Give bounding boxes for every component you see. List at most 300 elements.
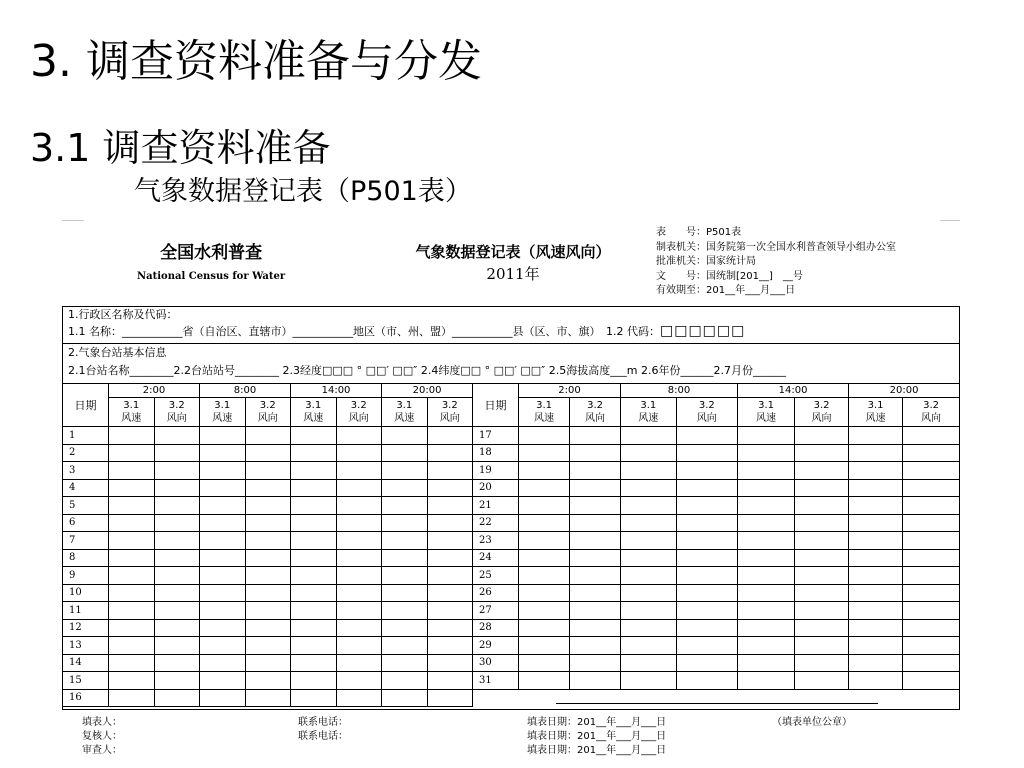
meta-line: 制表机关：国务院第一次全国水利普查领导小组办公室 [656, 241, 896, 253]
data-cell [676, 654, 738, 672]
reviewer-label: 复核人： [82, 731, 122, 742]
data-cell [427, 514, 473, 532]
time-header: 20:00 [849, 384, 960, 398]
data-cell [245, 444, 291, 462]
data-cell [291, 532, 337, 550]
data-cell [621, 637, 677, 655]
data-cell [795, 479, 849, 497]
data-cell [336, 462, 382, 480]
data-cell [382, 672, 428, 690]
footer-dates [527, 716, 666, 758]
data-cell [795, 654, 849, 672]
day-cell: 12 [63, 619, 109, 637]
data-cell [109, 514, 155, 532]
data-cell [570, 567, 621, 585]
data-cell [795, 672, 849, 690]
day-cell: 2 [63, 444, 109, 462]
data-cell [336, 637, 382, 655]
data-cell [154, 689, 200, 707]
data-cell [109, 672, 155, 690]
data-cell [200, 479, 246, 497]
footer-phones [298, 716, 348, 744]
data-cell [154, 444, 200, 462]
data-cell [849, 637, 903, 655]
data-cell [336, 672, 382, 690]
data-cell [336, 584, 382, 602]
data-cell [427, 654, 473, 672]
data-cell [291, 444, 337, 462]
data-cell [676, 514, 738, 532]
data-cell [109, 479, 155, 497]
data-cell [427, 672, 473, 690]
day-cell: 9 [63, 567, 109, 585]
data-cell [676, 619, 738, 637]
data-cell [738, 672, 795, 690]
top-right-rule [940, 220, 960, 221]
table-row [63, 479, 960, 497]
data-cell [795, 549, 849, 567]
footer-people [82, 716, 122, 758]
form-org-cn: 全国水利普查 [160, 243, 263, 263]
day-cell: 6 [63, 514, 109, 532]
section1-heading: 1.行政区名称及代码： [68, 308, 178, 321]
data-cell [154, 654, 200, 672]
data-cell [200, 602, 246, 620]
data-cell [738, 549, 795, 567]
data-cell [200, 549, 246, 567]
data-cell [676, 637, 738, 655]
data-cell [795, 532, 849, 550]
data-cell [519, 654, 570, 672]
data-cell [154, 497, 200, 515]
data-cell [109, 654, 155, 672]
data-cell [519, 462, 570, 480]
day-cell: 21 [473, 497, 519, 515]
data-cell [427, 584, 473, 602]
data-cell [519, 444, 570, 462]
data-cell [903, 567, 960, 585]
data-cell [336, 479, 382, 497]
data-cell [109, 444, 155, 462]
filler-label: 填表人： [82, 717, 122, 728]
data-cell [570, 427, 621, 445]
day-cell: 8 [63, 549, 109, 567]
time-header: 2:00 [109, 384, 200, 398]
data-cell [200, 514, 246, 532]
time-header: 8:00 [621, 384, 738, 398]
data-cell [849, 479, 903, 497]
data-cell [291, 567, 337, 585]
data-cell [427, 462, 473, 480]
data-cell [200, 672, 246, 690]
section-divider [62, 343, 960, 344]
data-cell [154, 637, 200, 655]
data-cell [738, 654, 795, 672]
data-cell [519, 532, 570, 550]
data-cell [903, 549, 960, 567]
data-cell [336, 497, 382, 515]
data-cell [570, 479, 621, 497]
data-cell [795, 619, 849, 637]
section1-text: 1.1 名称：___________省（自治区、直辖市）___________地区（市、州、盟）___________县（区、市、旗） 1.2 代码： [68, 325, 660, 338]
data-cell [245, 497, 291, 515]
phone-label: 联系电话： [298, 731, 348, 742]
data-cell [676, 549, 738, 567]
speed-header: 3.1 风速 [200, 398, 246, 427]
data-cell [570, 654, 621, 672]
data-cell [245, 462, 291, 480]
day-cell: 23 [473, 532, 519, 550]
data-cell [336, 654, 382, 672]
data-cell [200, 654, 246, 672]
data-cell [427, 427, 473, 445]
data-cell [519, 672, 570, 690]
data-cell [427, 619, 473, 637]
top-left-rule [62, 220, 84, 221]
data-cell [427, 532, 473, 550]
data-cell [245, 602, 291, 620]
time-header: 14:00 [738, 384, 849, 398]
data-cell [903, 654, 960, 672]
data-cell [200, 497, 246, 515]
form-title-block [388, 242, 638, 284]
table-row [63, 619, 960, 637]
data-cell [570, 497, 621, 515]
data-cell [200, 444, 246, 462]
slide-subtitle: 3.1 调查资料准备 [30, 126, 331, 170]
data-cell [245, 549, 291, 567]
data-cell [109, 549, 155, 567]
day-cell: 7 [63, 532, 109, 550]
data-cell [519, 549, 570, 567]
data-cell [849, 567, 903, 585]
data-cell [427, 637, 473, 655]
data-cell [795, 602, 849, 620]
signature-line [556, 703, 878, 704]
data-cell [245, 619, 291, 637]
form-org-block [137, 242, 285, 284]
time-header: 20:00 [382, 384, 473, 398]
day-cell: 24 [473, 549, 519, 567]
meta-line: 有效期至：201__年___月___日 [656, 285, 796, 296]
data-cell [109, 584, 155, 602]
data-cell [382, 549, 428, 567]
time-header: 2:00 [519, 384, 621, 398]
speed-header: 3.1 风速 [291, 398, 337, 427]
data-cell [427, 549, 473, 567]
data-cell [849, 532, 903, 550]
data-cell [200, 427, 246, 445]
data-cell [676, 462, 738, 480]
data-cell [109, 637, 155, 655]
data-cell [849, 602, 903, 620]
code-boxes: □□□□□□ [659, 323, 746, 339]
data-cell [245, 654, 291, 672]
day-header: 日期 [473, 384, 519, 427]
day-header: 日期 [63, 384, 109, 427]
data-cell [382, 567, 428, 585]
data-cell [154, 584, 200, 602]
table-row [63, 444, 960, 462]
data-cell [245, 427, 291, 445]
direction-header: 3.2 风向 [336, 398, 382, 427]
data-cell [109, 497, 155, 515]
data-cell [109, 462, 155, 480]
speed-header: 3.1 风速 [849, 398, 903, 427]
slide-caption: 气象数据登记表（P501表） [134, 176, 472, 207]
day-cell: 17 [473, 427, 519, 445]
data-cell [903, 479, 960, 497]
data-cell [291, 427, 337, 445]
data-cell [903, 427, 960, 445]
data-cell [738, 514, 795, 532]
data-cell [795, 514, 849, 532]
day-cell: 25 [473, 567, 519, 585]
data-cell [621, 654, 677, 672]
day-cell: 3 [63, 462, 109, 480]
direction-header: 3.2 风向 [154, 398, 200, 427]
date-label: 填表日期：201__年___月___日 [527, 731, 667, 742]
data-cell [291, 514, 337, 532]
date-label: 填表日期：201__年___月___日 [527, 717, 667, 728]
data-cell [676, 532, 738, 550]
day-cell: 15 [63, 672, 109, 690]
data-cell [382, 532, 428, 550]
data-cell [291, 689, 337, 707]
data-cell [154, 514, 200, 532]
data-cell [849, 462, 903, 480]
date-label: 填表日期：201__年___月___日 [527, 745, 667, 756]
data-cell [245, 532, 291, 550]
table-row [63, 532, 960, 550]
data-cell [570, 637, 621, 655]
data-cell [795, 427, 849, 445]
data-cell [382, 479, 428, 497]
data-cell [291, 654, 337, 672]
data-cell [245, 672, 291, 690]
section1-line [68, 324, 745, 339]
data-cell [676, 672, 738, 690]
data-cell [336, 567, 382, 585]
slide-title: 3. 调查资料准备与分发 [30, 36, 482, 87]
speed-header: 3.1 风速 [738, 398, 795, 427]
data-cell [849, 444, 903, 462]
day-cell: 28 [473, 619, 519, 637]
data-cell [676, 427, 738, 445]
data-cell [519, 637, 570, 655]
day-cell: 10 [63, 584, 109, 602]
data-cell [849, 619, 903, 637]
data-cell [154, 602, 200, 620]
data-cell [676, 602, 738, 620]
data-cell [570, 602, 621, 620]
data-cell [570, 532, 621, 550]
speed-header: 3.1 风速 [621, 398, 677, 427]
data-cell [621, 427, 677, 445]
data-cell [849, 584, 903, 602]
day-cell: 31 [473, 672, 519, 690]
data-cell [245, 689, 291, 707]
speed-header: 3.1 风速 [382, 398, 428, 427]
data-cell [621, 584, 677, 602]
direction-header: 3.2 风向 [427, 398, 473, 427]
data-cell [738, 479, 795, 497]
data-cell [291, 672, 337, 690]
form-year: 2011年 [486, 265, 540, 283]
data-cell [291, 619, 337, 637]
data-cell [621, 514, 677, 532]
day-cell: 19 [473, 462, 519, 480]
data-cell [849, 672, 903, 690]
data-cell [676, 584, 738, 602]
data-cell [109, 532, 155, 550]
day-cell: 26 [473, 584, 519, 602]
data-cell [336, 689, 382, 707]
data-cell [382, 637, 428, 655]
meta-line: 批准机关：国家统计局 [656, 256, 756, 267]
speed-header: 3.1 风速 [519, 398, 570, 427]
data-cell [382, 619, 428, 637]
data-cell [245, 514, 291, 532]
data-cell [570, 619, 621, 637]
data-cell [336, 444, 382, 462]
data-cell [903, 619, 960, 637]
data-cell [291, 462, 337, 480]
data-cell [382, 654, 428, 672]
data-cell [109, 602, 155, 620]
data-cell [291, 584, 337, 602]
data-cell [200, 637, 246, 655]
data-cell [519, 619, 570, 637]
data-cell [738, 532, 795, 550]
data-cell [291, 497, 337, 515]
data-cell [519, 602, 570, 620]
speed-header: 3.1 风速 [109, 398, 155, 427]
data-cell [382, 497, 428, 515]
auditor-label: 审查人： [82, 745, 122, 756]
day-cell: 29 [473, 637, 519, 655]
day-cell: 18 [473, 444, 519, 462]
data-cell [570, 514, 621, 532]
data-cell [903, 444, 960, 462]
meta-line: 表 号：P501表 [656, 227, 742, 238]
data-cell [849, 549, 903, 567]
data-cell [621, 549, 677, 567]
data-cell [336, 549, 382, 567]
table-row [63, 602, 960, 620]
data-cell [903, 514, 960, 532]
day-cell: 14 [63, 654, 109, 672]
data-cell [154, 462, 200, 480]
data-cell [676, 567, 738, 585]
data-cell [336, 619, 382, 637]
data-cell [382, 514, 428, 532]
data-cell [570, 444, 621, 462]
data-cell [382, 602, 428, 620]
direction-header: 3.2 风向 [570, 398, 621, 427]
direction-header: 3.2 风向 [795, 398, 849, 427]
day-cell: 5 [63, 497, 109, 515]
data-cell [336, 532, 382, 550]
data-cell [738, 567, 795, 585]
day-cell: 11 [63, 602, 109, 620]
data-cell [621, 567, 677, 585]
data-cell [427, 479, 473, 497]
data-cell [291, 637, 337, 655]
data-cell [903, 637, 960, 655]
data-cell [621, 479, 677, 497]
data-cell [903, 584, 960, 602]
time-header: 14:00 [291, 384, 382, 398]
data-cell [519, 479, 570, 497]
data-cell [676, 444, 738, 462]
data-cell [795, 584, 849, 602]
data-cell [621, 462, 677, 480]
day-cell: 4 [63, 479, 109, 497]
data-cell [427, 444, 473, 462]
data-cell [427, 497, 473, 515]
day-cell: 22 [473, 514, 519, 532]
data-cell [427, 567, 473, 585]
data-cell [570, 462, 621, 480]
meta-line: 文 号：国统制[201__] __号 [656, 270, 803, 282]
data-cell [154, 672, 200, 690]
data-cell [245, 567, 291, 585]
data-cell [903, 672, 960, 690]
data-cell [849, 514, 903, 532]
data-cell [200, 462, 246, 480]
data-cell [519, 567, 570, 585]
data-cell [621, 497, 677, 515]
data-cell [154, 479, 200, 497]
data-cell [109, 427, 155, 445]
data-cell [245, 584, 291, 602]
data-cell [154, 549, 200, 567]
data-cell [200, 567, 246, 585]
data-cell [154, 427, 200, 445]
day-cell: 13 [63, 637, 109, 655]
data-cell [291, 602, 337, 620]
data-cell [676, 497, 738, 515]
data-cell [621, 672, 677, 690]
data-cell [291, 479, 337, 497]
data-cell [245, 637, 291, 655]
section2-line: 2.1台站名称________2.2台站站号________ 2.3经度□□□ ° □□′ □□″ 2.4纬度□□ ° □□′ □□″ 2.5海拔高度___m 2.6年份______2.7月份______ [68, 364, 786, 377]
data-cell [336, 602, 382, 620]
data-cell [519, 514, 570, 532]
day-cell: 16 [63, 689, 109, 707]
data-cell [795, 497, 849, 515]
data-cell [109, 689, 155, 707]
data-cell [903, 602, 960, 620]
time-header: 8:00 [200, 384, 291, 398]
data-cell [621, 532, 677, 550]
form-title: 气象数据登记表（风速风向） [415, 243, 611, 261]
data-cell [738, 444, 795, 462]
data-cell [154, 567, 200, 585]
data-cell [245, 479, 291, 497]
table-row [63, 584, 960, 602]
phone-label: 联系电话： [298, 717, 348, 728]
data-cell [849, 654, 903, 672]
table-row [63, 514, 960, 532]
data-cell [738, 427, 795, 445]
data-cell [738, 584, 795, 602]
data-cell [621, 444, 677, 462]
form-meta [656, 226, 896, 299]
data-cell [738, 462, 795, 480]
data-cell [903, 497, 960, 515]
